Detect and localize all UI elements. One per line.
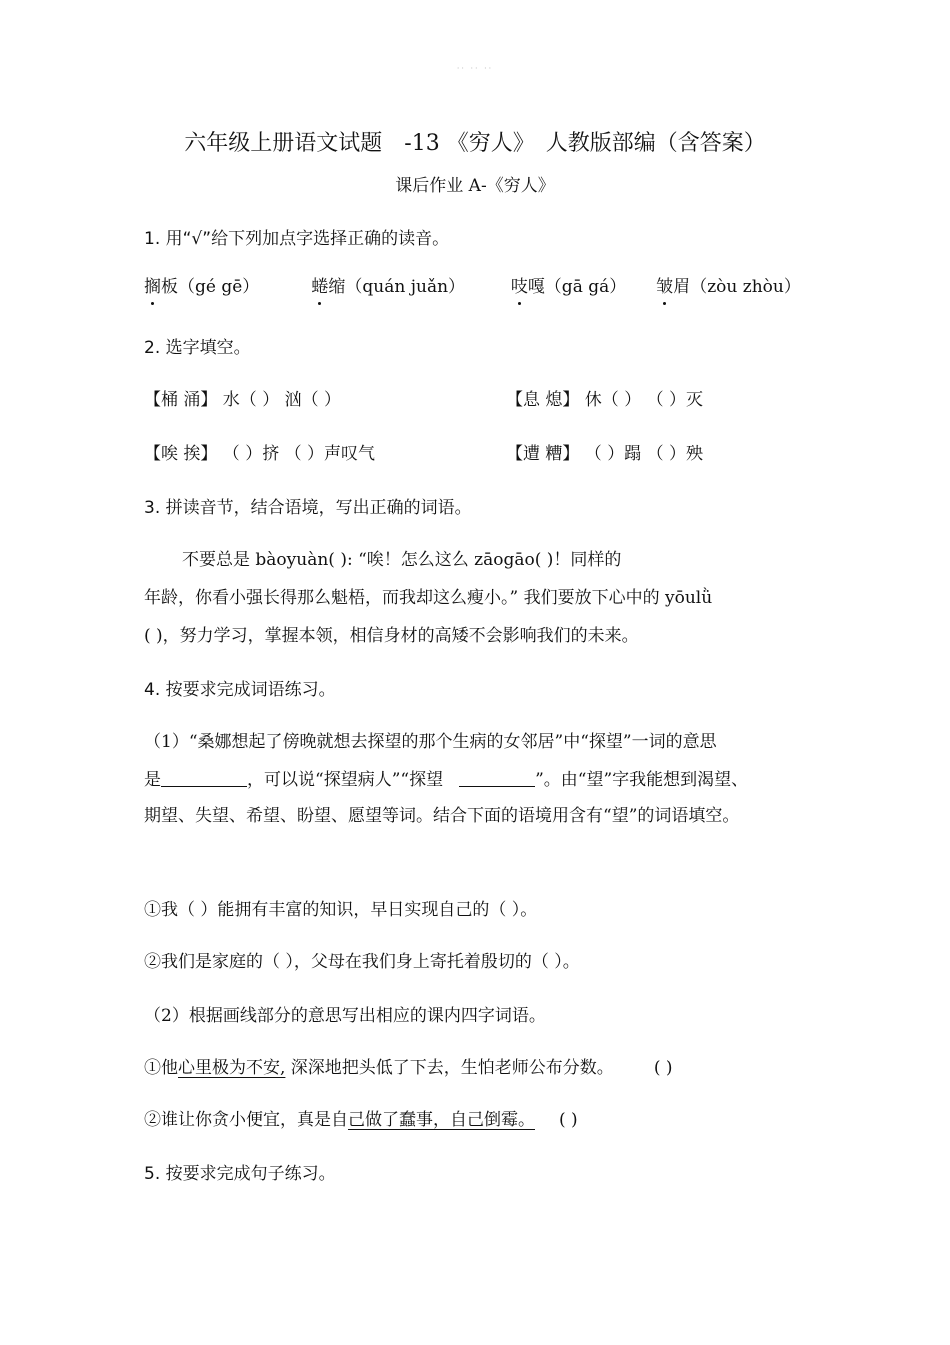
q4-sentence: ②我们是家庭的（ ），父母在我们身上寄托着殷切的（ ）。 [144, 952, 580, 972]
q1-item-rest: 缩（quán juǎn） [328, 277, 466, 297]
item-text: ②谁让你贪小便宜，真是自 [144, 1110, 348, 1130]
underlined-phrase: 心里极为不安, [178, 1058, 286, 1078]
q1-item [511, 275, 651, 299]
q2-row [144, 442, 703, 466]
q1-item [311, 275, 505, 299]
q2-group: 【唉 挨】 （ ）挤 （ ）声叹气 [144, 444, 376, 464]
underlined-phrase: 己做了蠢事，自己倒霉。 [348, 1110, 535, 1130]
q4-underline-item [144, 1108, 578, 1132]
q1-item-dotted-char: 蜷 [311, 277, 329, 297]
q1-item-rest: 嘎（gā gá） [527, 277, 627, 297]
q2-prompt: 2. 选字填空。 [144, 338, 251, 358]
answer-blank[interactable] [161, 768, 247, 787]
q4-prompt: 4. 按要求完成词语练习。 [144, 680, 336, 700]
q4-underline-item [144, 1056, 672, 1080]
q4-part1-text: 是 [144, 770, 161, 790]
q4-part1-text: ”。由“望”字我能想到渴望、 [535, 770, 749, 790]
q2-group: 【息 熄】 休（ ） （ ）灭 [506, 390, 704, 410]
answer-parens: ( ) [653, 1058, 673, 1078]
q4-part2-prompt: （2）根据画线部分的意思写出相应的课内四字词语。 [144, 1006, 546, 1026]
page-title: 六年级上册语文试题 -13 《穷人》 人教版部编（含答案） [184, 131, 766, 156]
item-text: 深深地把头低了下去，生怕老师公布分数。 [285, 1058, 614, 1078]
page-subtitle: 课后作业 A-《穷人》 [395, 176, 555, 196]
q1-item-dotted-char: 搁 [144, 277, 161, 297]
q4-sentence: ①我（ ）能拥有丰富的知识，早日实现自己的（ ）。 [144, 900, 538, 920]
q4-part1-text: ，可以说“探望病人”“探望 [247, 770, 444, 790]
q1-item-rest: 眉（zòu zhòu） [673, 277, 801, 297]
q1-item-dotted-char: 皱 [656, 277, 674, 297]
answer-blank[interactable] [459, 768, 535, 787]
q2-group: 【桶 涌】 水（ ） 汹（ ） [144, 390, 342, 410]
q3-paragraph-line: 年龄，你看小强长得那么魁梧，而我却这么瘦小。” 我们要放下心中的 yōulǜ [144, 588, 713, 608]
q1-item-dotted-char: 吱 [510, 277, 528, 297]
q2-row [144, 388, 703, 412]
q3-paragraph-line: 不要总是 bàoyuàn( ): “唉！怎么这么 zāogāo( )！同样的 [182, 550, 622, 570]
q1-item-rest: 板（gé gē） [161, 277, 260, 297]
q3-prompt: 3. 拼读音节，结合语境，写出正确的词语。 [144, 498, 472, 518]
q5-prompt: 5. 按要求完成句子练习。 [144, 1164, 336, 1184]
q4-part1-line: 期望、失望、希望、盼望、愿望等词。结合下面的语境用含有“望”的词语填空。 [144, 806, 740, 826]
q4-part1-line: （1）“桑娜想起了傍晚就想去探望的那个生病的女邻居”中“探望”一词的意思 [144, 732, 717, 752]
q1-item [144, 275, 306, 299]
answer-parens: ( ) [559, 1110, 578, 1130]
q1-items [144, 275, 801, 299]
q3-paragraph-line: ( )，努力学习，掌握本领，相信身材的高矮不会影响我们的未来。 [144, 626, 639, 646]
item-text: ①他 [144, 1058, 178, 1078]
q2-group: 【遭 糟】 （ ）蹋 （ ）殃 [506, 444, 704, 464]
q4-part1-line [144, 768, 748, 792]
q1-prompt: 1. 用“√”给下列加点字选择正确的读音。 [144, 229, 450, 249]
q1-item [656, 275, 801, 299]
header-mark: ·· ·· ·· [456, 64, 494, 73]
